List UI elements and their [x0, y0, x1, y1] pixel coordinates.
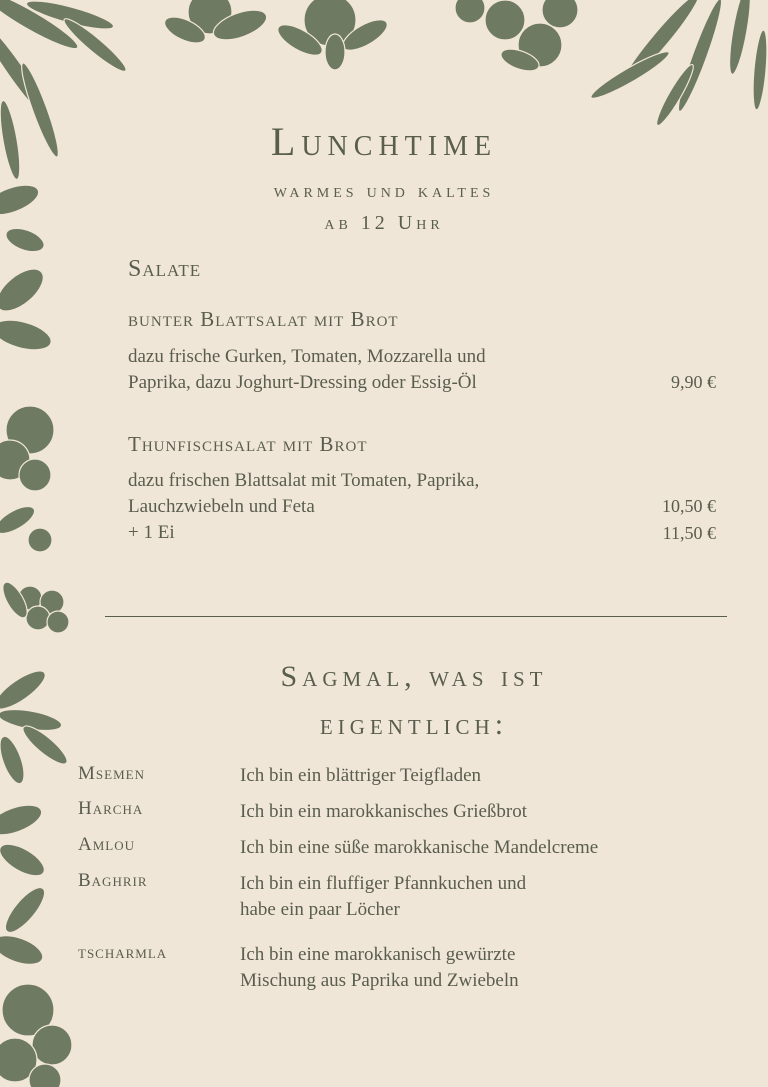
- serving-time: ab 12 Uhr: [324, 212, 444, 234]
- dish-description-line: Lauchzwiebeln und Feta: [128, 496, 315, 517]
- glossary-heading: eigentlich:: [319, 708, 509, 741]
- glossary-definition: Ich bin eine marokkanisch gewürzte: [240, 944, 516, 965]
- glossary-definition: Ich bin ein blättriger Teigfladen: [240, 765, 482, 786]
- dish-description-line: dazu frischen Blattsalat mit Tomaten, Paprika,: [128, 470, 480, 491]
- dish-name: Thunfischsalat mit Brot: [128, 432, 368, 456]
- glossary-term: Amlou: [78, 834, 135, 855]
- dish-extra-label: + 1 Ei: [128, 522, 175, 543]
- dish-description-line: Paprika, dazu Joghurt-Dressing oder Essig-Öl: [128, 372, 477, 393]
- glossary-term: Msemen: [78, 763, 145, 784]
- glossary-term: Harcha: [78, 798, 144, 819]
- glossary-definition: Ich bin ein fluffiger Pfannkuchen und: [240, 873, 527, 894]
- glossary-definition: habe ein paar Löcher: [240, 899, 400, 920]
- dish-description-line: dazu frische Gurken, Tomaten, Mozzarella und: [128, 346, 486, 367]
- menu-subtitle: warmes und kaltes: [273, 180, 495, 202]
- section-divider: [105, 616, 727, 617]
- dish-extra-price: 11,50 €: [662, 523, 716, 543]
- dish-price: 9,90 €: [671, 372, 716, 392]
- glossary-definition: Ich bin eine süße marokkanische Mandelcreme: [240, 837, 599, 858]
- glossary-definition: Mischung aus Paprika und Zwiebeln: [240, 970, 519, 991]
- glossary-term: Baghrir: [78, 870, 148, 891]
- dish-name: bunter Blattsalat mit Brot: [128, 307, 399, 331]
- glossary-heading: Sagmal, was ist: [280, 660, 548, 693]
- section-title-salads: Salate: [128, 256, 202, 282]
- glossary-definition: Ich bin ein marokkanisches Grießbrot: [240, 801, 528, 822]
- glossary-term: tscharmla: [78, 942, 168, 963]
- dish-price: 10,50 €: [662, 496, 716, 516]
- menu-title: Lunchtime: [270, 119, 498, 164]
